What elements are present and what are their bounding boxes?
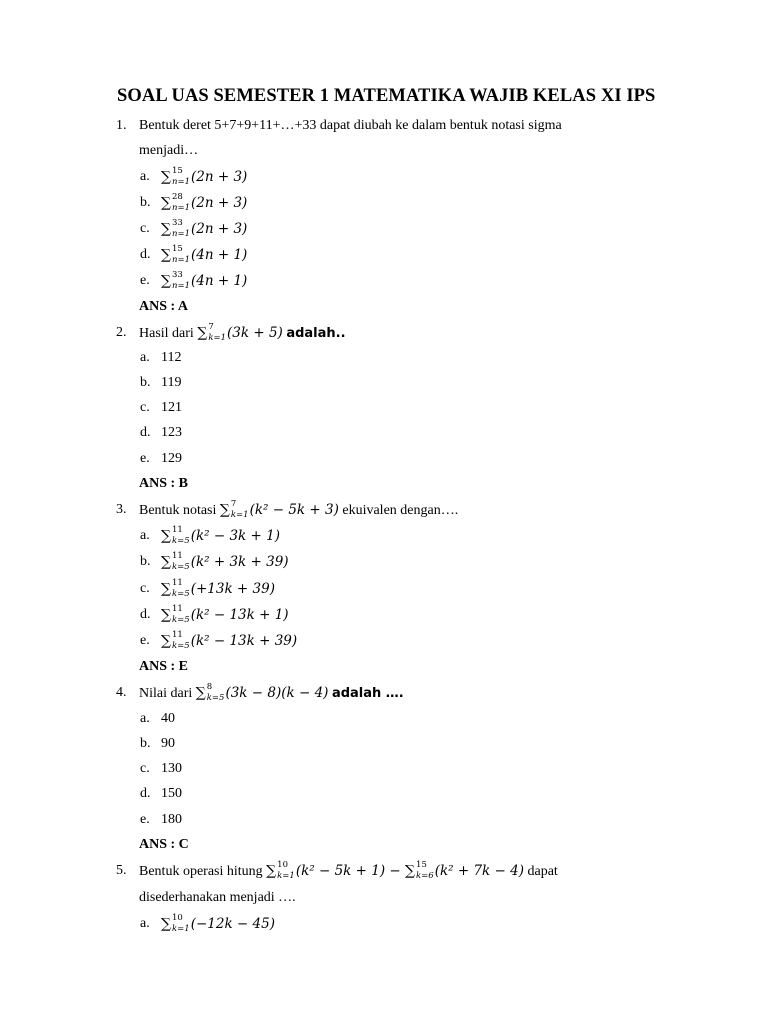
- option-math: [161, 629, 298, 651]
- option-math: [161, 191, 248, 213]
- question-text: Bentuk deret 5+7+9+11+…+33 dapat diubah ke dalam bentuk notasi sigma: [139, 118, 562, 133]
- option-math: [161, 524, 280, 546]
- option-math: [161, 550, 289, 572]
- sigma-limits: [416, 859, 434, 881]
- sigma-symbol: ∑: [266, 863, 277, 879]
- sigma-symbol: ∑: [161, 633, 171, 649]
- option-value: 150: [161, 786, 182, 801]
- upper-limit: 11: [172, 629, 183, 640]
- option-value: 119: [161, 375, 182, 390]
- expression: (k² − 5k + 1) −: [295, 863, 401, 879]
- option-value: 129: [161, 451, 182, 466]
- upper-limit: 15: [172, 165, 183, 176]
- upper-limit: 33: [172, 269, 183, 280]
- sigma-symbol: ∑: [195, 685, 206, 701]
- sigma-limits: [230, 498, 249, 520]
- lower-limit: k=1: [230, 509, 249, 520]
- question-text: [139, 859, 558, 881]
- option-letter: b.: [140, 195, 151, 210]
- sigma-limits: [172, 629, 190, 651]
- sigma-symbol: ∑: [219, 502, 230, 518]
- question-text-continued: menjadi…: [139, 143, 199, 158]
- option-letter: b.: [140, 554, 151, 569]
- question-suffix: ekuivalen dengan….: [342, 503, 459, 518]
- option-math: [161, 603, 289, 625]
- lower-limit: k=1: [208, 332, 227, 343]
- sigma-limits: [206, 681, 225, 703]
- expression: (k² + 3k + 39): [190, 554, 289, 570]
- question-suffix: dapat: [527, 864, 558, 879]
- question-text: [139, 498, 459, 520]
- upper-limit: 33: [172, 217, 183, 228]
- lower-limit: k=1: [172, 923, 190, 934]
- upper-limit: 15: [416, 859, 427, 870]
- question-text-continued: disederhanakan menjadi ….: [139, 890, 296, 905]
- option-value: 130: [161, 761, 182, 776]
- question-suffix: adalah ….: [331, 686, 404, 701]
- lower-limit: n=1: [172, 280, 191, 291]
- lower-limit: k=5: [172, 640, 190, 651]
- sigma-limits: [172, 912, 190, 934]
- option-letter: d.: [140, 607, 151, 622]
- upper-limit: 8: [206, 681, 213, 692]
- sigma-limits: [172, 243, 191, 265]
- expression: (3k − 8)(k − 4): [225, 685, 329, 701]
- question-text: [139, 321, 346, 343]
- upper-limit: 11: [172, 550, 183, 561]
- option-letter: c.: [140, 761, 150, 776]
- question-prefix: Bentuk notasi: [139, 503, 217, 518]
- lower-limit: n=1: [172, 176, 191, 187]
- answer-key: ANS : A: [139, 299, 189, 314]
- option-letter: a.: [140, 528, 150, 543]
- option-letter: a.: [140, 916, 150, 931]
- answer-key: ANS : B: [139, 476, 189, 491]
- document-title: SOAL UAS SEMESTER 1 MATEMATIKA WAJIB KELAS XI IPS: [117, 86, 656, 106]
- expression: (2n + 3): [191, 221, 248, 237]
- expression: (k² − 13k + 1): [190, 607, 289, 623]
- option-letter: e.: [140, 273, 150, 288]
- question-prefix: Nilai dari: [139, 686, 193, 701]
- sigma-symbol: ∑: [161, 221, 171, 237]
- sigma-limits: [172, 165, 191, 187]
- sigma-symbol: ∑: [197, 325, 208, 341]
- option-letter: b.: [140, 736, 151, 751]
- option-letter: a.: [140, 711, 150, 726]
- sigma-limits: [172, 191, 191, 213]
- lower-limit: k=6: [416, 870, 434, 881]
- option-letter: d.: [140, 247, 151, 262]
- sigma-symbol: ∑: [161, 554, 171, 570]
- expression: (2n + 3): [191, 195, 248, 211]
- expression: (+13k + 39): [190, 581, 275, 597]
- upper-limit: 7: [208, 321, 214, 332]
- option-letter: d.: [140, 425, 151, 440]
- option-letter: e.: [140, 633, 150, 648]
- question-number: 5.: [116, 863, 127, 878]
- expression: (k² − 3k + 1): [190, 528, 280, 544]
- lower-limit: k=5: [172, 561, 190, 572]
- sigma-limits: [172, 577, 190, 599]
- question-number: 1.: [116, 118, 127, 133]
- sigma-symbol: ∑: [161, 916, 171, 932]
- option-letter: c.: [140, 400, 150, 415]
- expression: (4n + 1): [191, 247, 248, 263]
- option-letter: b.: [140, 375, 151, 390]
- option-value: 180: [161, 812, 182, 827]
- option-math: [161, 912, 275, 934]
- sigma-symbol: ∑: [161, 528, 171, 544]
- sigma-symbol: ∑: [161, 247, 171, 263]
- option-math: [161, 269, 248, 291]
- question-number: 2.: [116, 325, 127, 340]
- lower-limit: n=1: [172, 228, 191, 239]
- upper-limit: 10: [172, 912, 183, 923]
- question-prefix: Hasil dari: [139, 326, 194, 341]
- option-math: [161, 243, 248, 265]
- question-suffix: adalah..: [286, 326, 346, 341]
- option-letter: d.: [140, 786, 151, 801]
- upper-limit: 11: [172, 603, 183, 614]
- option-math: [161, 217, 248, 239]
- option-letter: a.: [140, 350, 150, 365]
- option-value: 112: [161, 350, 182, 365]
- expression: (k² − 13k + 39): [190, 633, 298, 649]
- upper-limit: 11: [172, 524, 183, 535]
- option-math: [161, 165, 248, 187]
- sigma-limits: [172, 603, 190, 625]
- sigma-limits: [172, 524, 190, 546]
- sigma-limits: [172, 269, 191, 291]
- sigma-symbol: ∑: [161, 195, 171, 211]
- option-value: 123: [161, 425, 182, 440]
- option-value: 90: [161, 736, 175, 751]
- expression: (k² + 7k − 4): [434, 863, 524, 879]
- option-value: 121: [161, 400, 182, 415]
- sigma-limits: [172, 217, 191, 239]
- upper-limit: 11: [172, 577, 183, 588]
- sigma-limits: [208, 321, 227, 343]
- option-letter: c.: [140, 581, 150, 596]
- upper-limit: 15: [172, 243, 183, 254]
- sigma-limits: [277, 859, 295, 881]
- lower-limit: k=5: [172, 535, 190, 546]
- lower-limit: k=5: [172, 614, 190, 625]
- sigma-symbol: ∑: [161, 169, 171, 185]
- lower-limit: k=1: [277, 870, 295, 881]
- lower-limit: k=5: [206, 692, 225, 703]
- question-text: [139, 681, 404, 703]
- answer-key: ANS : C: [139, 837, 189, 852]
- option-letter: e.: [140, 812, 150, 827]
- upper-limit: 7: [230, 498, 237, 509]
- sigma-symbol: ∑: [161, 273, 171, 289]
- expression: (k² − 5k + 3): [249, 502, 339, 518]
- sigma-symbol: ∑: [405, 863, 416, 879]
- question-number: 3.: [116, 502, 127, 517]
- upper-limit: 28: [172, 191, 183, 202]
- option-value: 40: [161, 711, 175, 726]
- upper-limit: 10: [277, 859, 288, 870]
- lower-limit: n=1: [172, 254, 191, 265]
- option-math: [161, 577, 275, 599]
- expression: (−12k − 45): [190, 916, 275, 932]
- expression: (2n + 3): [191, 169, 248, 185]
- expression: (3k + 5): [227, 325, 283, 341]
- lower-limit: n=1: [172, 202, 191, 213]
- option-letter: e.: [140, 451, 150, 466]
- lower-limit: k=5: [172, 588, 190, 599]
- sigma-symbol: ∑: [161, 607, 171, 623]
- sigma-limits: [172, 550, 190, 572]
- question-prefix: Bentuk operasi hitung: [139, 864, 263, 879]
- sigma-symbol: ∑: [161, 581, 171, 597]
- answer-key: ANS : E: [139, 659, 189, 674]
- option-letter: c.: [140, 221, 150, 236]
- expression: (4n + 1): [191, 273, 248, 289]
- option-letter: a.: [140, 169, 150, 184]
- question-number: 4.: [116, 685, 127, 700]
